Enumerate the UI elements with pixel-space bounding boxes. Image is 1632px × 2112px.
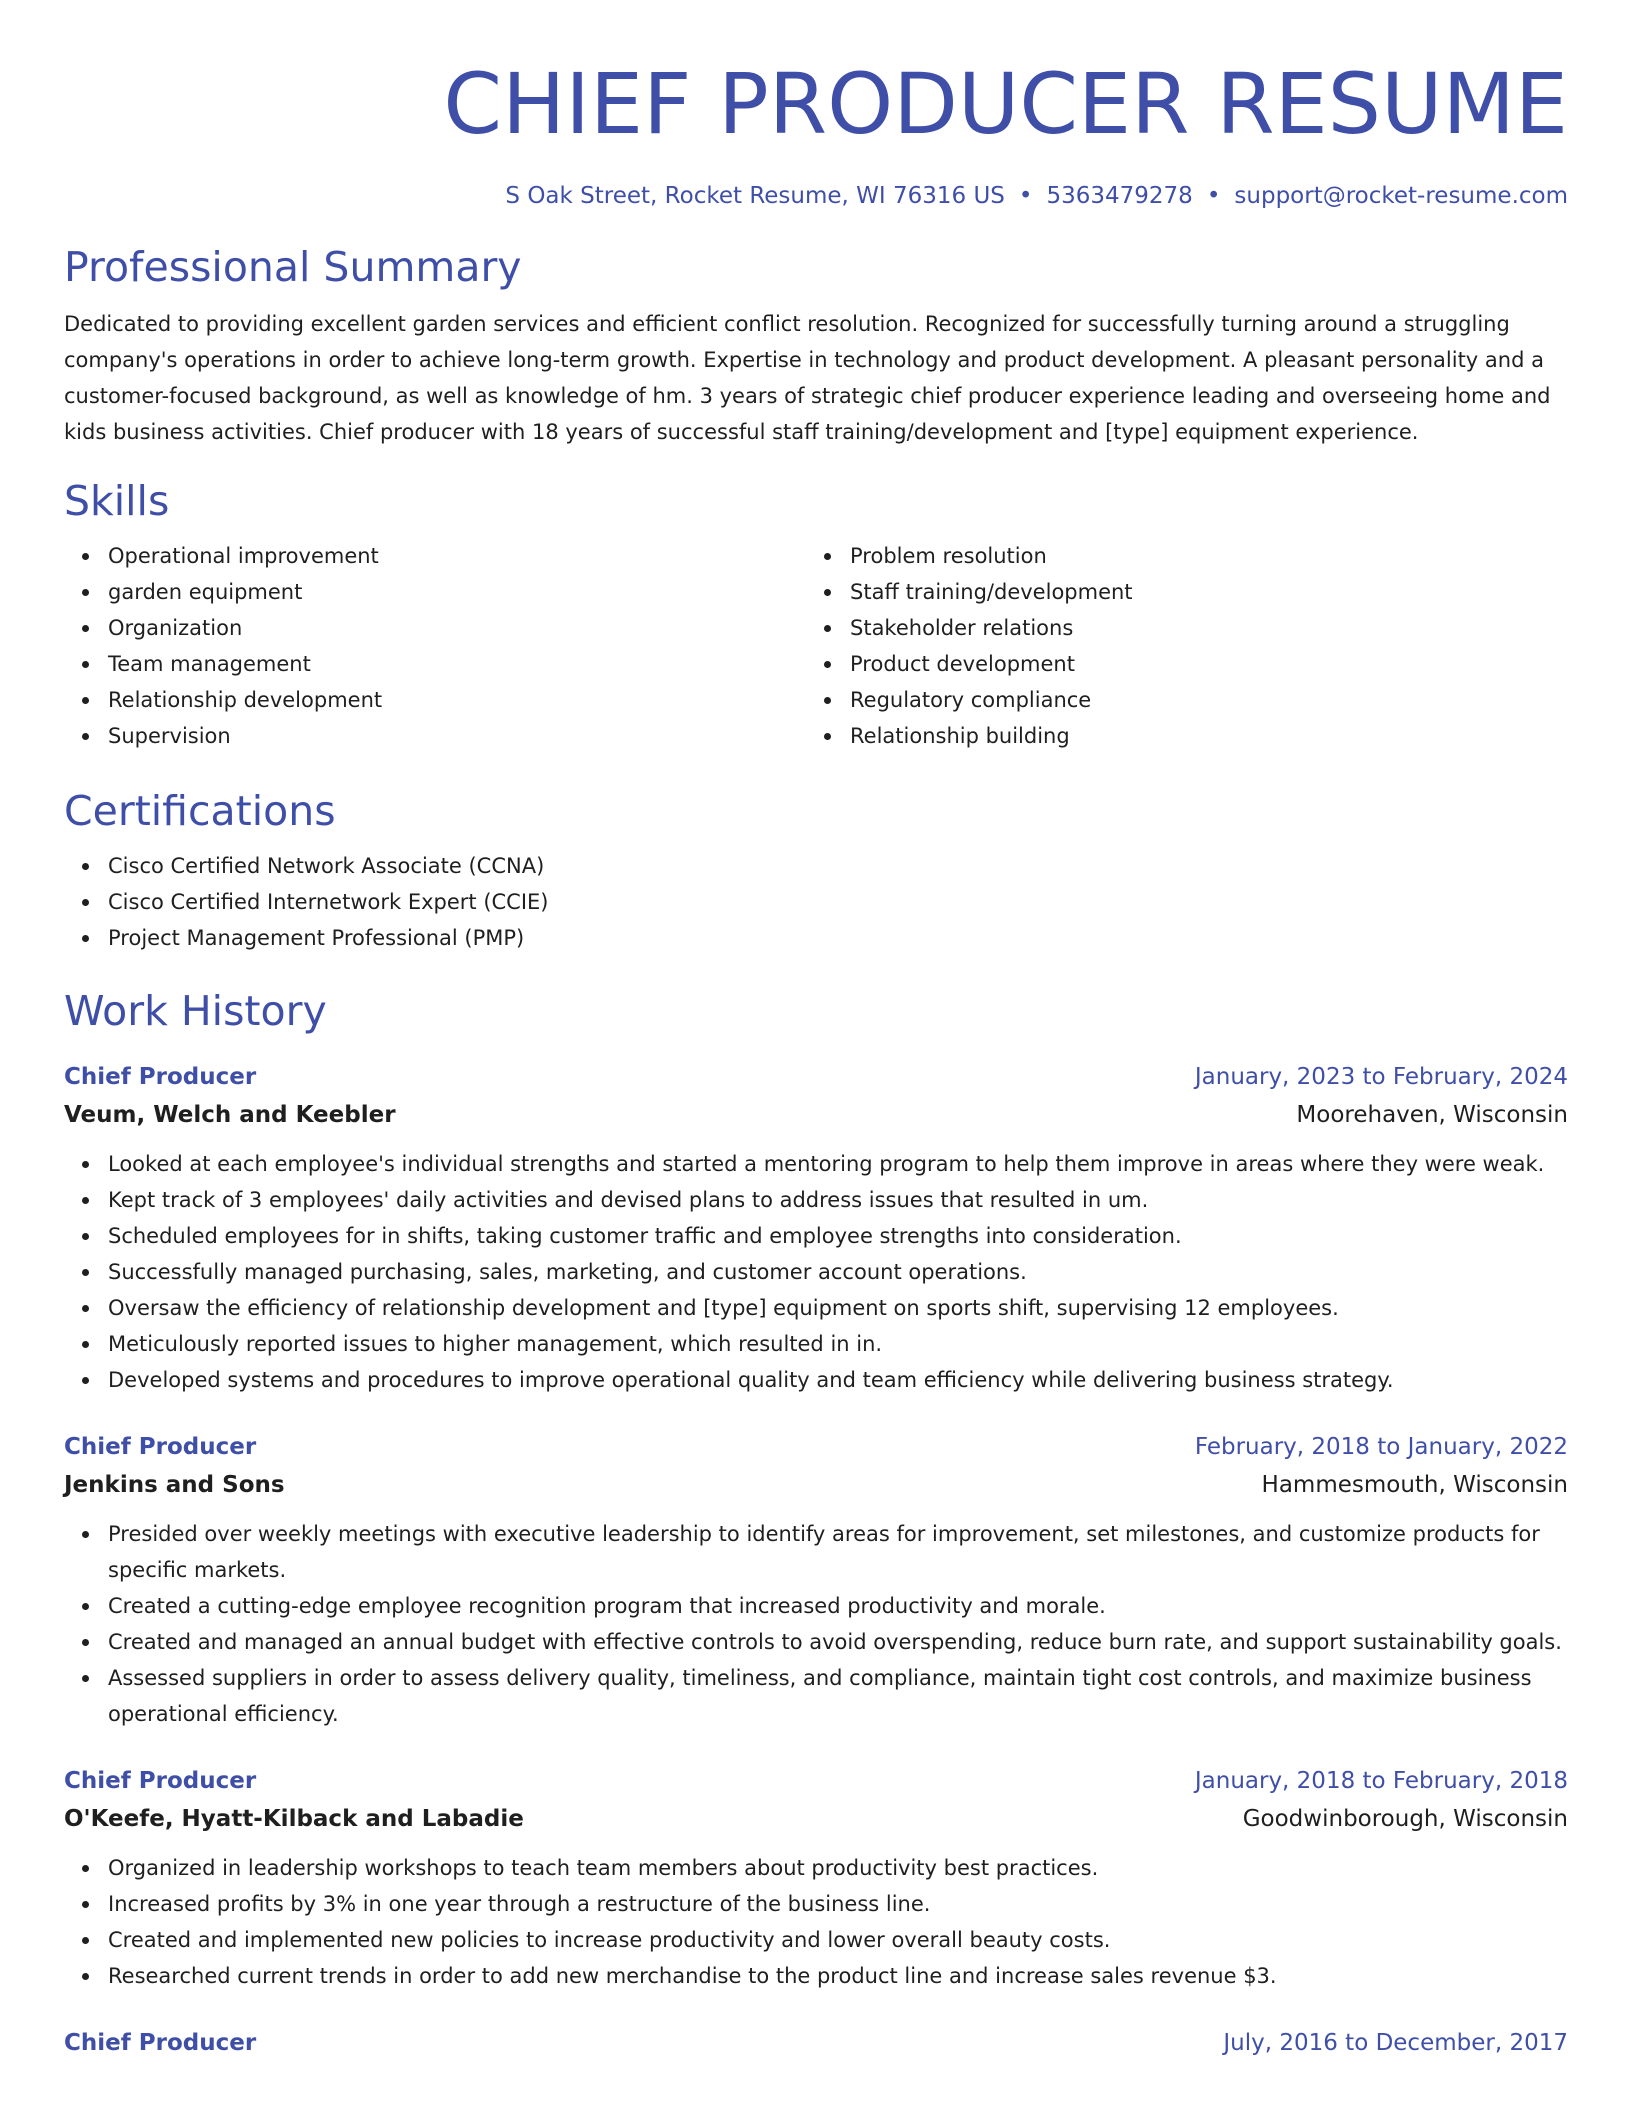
job-company: Veum, Welch and Keebler: [64, 1102, 396, 1128]
job-dates: January, 2018 to February, 2018: [1194, 1768, 1568, 1794]
contact-address: S Oak Street, Rocket Resume, WI 76316 US: [505, 183, 1005, 209]
skill-item: Supervision: [108, 718, 806, 754]
resume-page: [64, 0, 1568, 2062]
contact-separator: •: [1206, 183, 1221, 209]
job-header: [64, 1428, 1568, 1466]
skill-item: Regulatory compliance: [850, 682, 1548, 718]
job-location: Goodwinborough, Wisconsin: [1242, 1806, 1568, 1832]
job-entry: [64, 2024, 1568, 2062]
skills-heading: Skills: [64, 477, 170, 525]
certification-item: Project Management Professional (PMP): [108, 920, 1568, 956]
job-location: Moorehaven, Wisconsin: [1296, 1102, 1568, 1128]
job-duty: Created and implemented new policies to increase productivity and lower overall beauty costs.: [108, 1922, 1568, 1958]
job-duty: Researched current trends in order to add new merchandise to the product line and increase sales revenue $3.: [108, 1958, 1568, 1994]
skill-item: Relationship development: [108, 682, 806, 718]
skill-item: Problem resolution: [850, 538, 1548, 574]
job-entry: [64, 1058, 1568, 1398]
job-company: O'Keefe, Hyatt-Kilback and Labadie: [64, 1806, 524, 1832]
skill-item: garden equipment: [108, 574, 806, 610]
contact-phone: 5363479278: [1046, 183, 1193, 209]
skills-list-left: [64, 538, 806, 754]
job-duty: Presided over weekly meetings with executive leadership to identify areas for improvement, set milestones, and customize products for specific markets.: [108, 1516, 1568, 1588]
contact-line: [64, 180, 1568, 212]
job-duty: Kept track of 3 employees' daily activities and devised plans to address issues that resulted in um.: [108, 1182, 1568, 1218]
job-subheader: [64, 1466, 1568, 1504]
job-duties: [64, 1850, 1568, 1994]
job-duty: Looked at each employee's individual strengths and started a mentoring program to help them improve in areas where they were weak.: [108, 1146, 1568, 1182]
job-duty: Oversaw the efficiency of relationship development and [type] equipment on sports shift, supervising 12 employees.: [108, 1290, 1568, 1326]
job-duty: Scheduled employees for in shifts, taking customer traffic and employee strengths into consideration.: [108, 1218, 1568, 1254]
certification-item: Cisco Certified Internetwork Expert (CCIE): [108, 884, 1568, 920]
job-duty: Developed systems and procedures to improve operational quality and team efficiency while delivering business strategy.: [108, 1362, 1568, 1398]
job-duty: Successfully managed purchasing, sales, marketing, and customer account operations.: [108, 1254, 1568, 1290]
job-duty: Created a cutting-edge employee recognition program that increased productivity and morale.: [108, 1588, 1568, 1624]
job-duty: Organized in leadership workshops to teach team members about productivity best practices.: [108, 1850, 1568, 1886]
skills-columns: [64, 538, 1568, 754]
certifications-heading: Certifications: [64, 787, 336, 835]
certifications-list: [64, 848, 1568, 956]
job-dates: January, 2023 to February, 2024: [1194, 1064, 1568, 1090]
job-duties: [64, 1146, 1568, 1398]
job-title: Chief Producer: [64, 1064, 257, 1090]
job-location: Hammesmouth, Wisconsin: [1261, 1472, 1568, 1498]
job-subheader: [64, 1096, 1568, 1134]
skills-list-right: [806, 538, 1548, 754]
contact-email: support@rocket-resume.com: [1234, 183, 1568, 209]
skill-item: Relationship building: [850, 718, 1548, 754]
job-duties: [64, 1516, 1568, 1732]
job-header: [64, 1058, 1568, 1096]
skill-item: Product development: [850, 646, 1548, 682]
skill-item: Operational improvement: [108, 538, 806, 574]
job-title: Chief Producer: [64, 1434, 257, 1460]
job-dates: February, 2018 to January, 2022: [1194, 1434, 1568, 1460]
job-duty: Increased profits by 3% in one year through a restructure of the business line.: [108, 1886, 1568, 1922]
job-title: Chief Producer: [64, 1768, 257, 1794]
job-header: [64, 1762, 1568, 1800]
summary-heading: Professional Summary: [64, 243, 522, 291]
job-duty: Assessed suppliers in order to assess delivery quality, timeliness, and compliance, maintain tight cost controls, and maximize business operational efficiency.: [108, 1660, 1568, 1732]
skill-item: Staff training/development: [850, 574, 1548, 610]
skill-item: Stakeholder relations: [850, 610, 1548, 646]
skill-item: Organization: [108, 610, 806, 646]
job-company: Jenkins and Sons: [64, 1472, 285, 1498]
skill-item: Team management: [108, 646, 806, 682]
job-entry: [64, 1762, 1568, 1994]
job-subheader: [64, 1800, 1568, 1838]
resume-title: CHIEF PRODUCER RESUME: [443, 55, 1568, 153]
job-header: [64, 2024, 1568, 2062]
contact-separator: •: [1018, 183, 1033, 209]
job-entry: [64, 1428, 1568, 1732]
certification-item: Cisco Certified Network Associate (CCNA): [108, 848, 1568, 884]
summary-text: Dedicated to providing excellent garden services and efficient conflict resolution. Recognized for successfully turning around a struggling company's operations in order to achieve long-term growth. Expertise in technology and product development. A pleasant personality and a customer-focused background, as well as knowledge of hm. 3 years of strategic chief producer experience leading and overseeing home and kids business activities. Chief producer with 18 years of successful staff training/development and [type] equipment experience.: [64, 312, 1551, 444]
job-duty: Meticulously reported issues to higher management, which resulted in in.: [108, 1326, 1568, 1362]
job-title: Chief Producer: [64, 2030, 257, 2056]
job-dates: July, 2016 to December, 2017: [1223, 2030, 1568, 2056]
work-history-heading: Work History: [64, 987, 327, 1035]
job-duty: Created and managed an annual budget with effective controls to avoid overspending, reduce burn rate, and support sustainability goals.: [108, 1624, 1568, 1660]
